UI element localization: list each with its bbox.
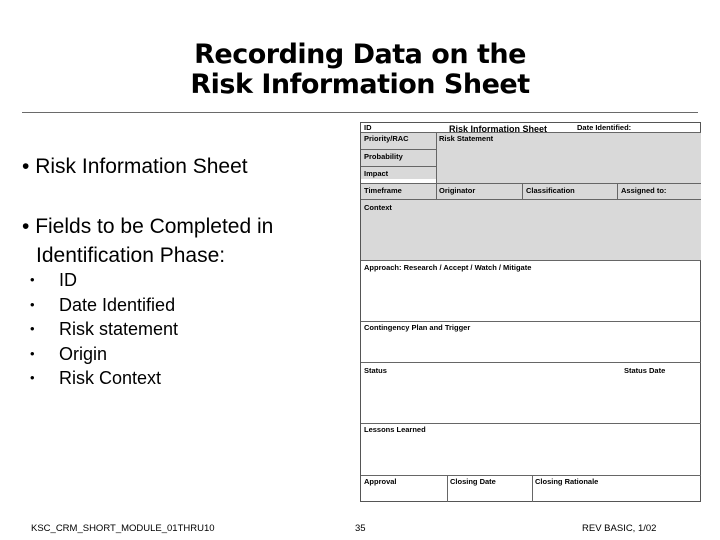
form-sheet-title: Risk Information Sheet (449, 124, 548, 134)
form-probability-label: Probability (364, 152, 403, 161)
form-impact-label: Impact (364, 169, 389, 178)
form-originator-label: Originator (439, 186, 476, 195)
bullet1-text: Risk Information Sheet (35, 155, 248, 178)
form-id-label: ID (364, 123, 372, 132)
slide-title-line2: Risk Information Sheet (190, 69, 530, 100)
identification-fields-list (30, 268, 178, 391)
form-approach-label: Approach: Research / Accept / Watch / Mitigate (364, 263, 532, 272)
risk-information-sheet-form (360, 122, 701, 502)
list-item: • ID (30, 268, 178, 293)
form-closing-date-label: Closing Date (450, 477, 496, 486)
form-risk-statement-label: Risk Statement (439, 134, 494, 143)
list-item: • Risk statement (30, 317, 178, 342)
form-priority-label: Priority/RAC (364, 134, 409, 143)
bullet2-line2: Identification Phase: (36, 244, 226, 267)
bullet-fields-completed: • Fields to be Completed in Identification Phase: (22, 212, 273, 270)
list-item: • Origin (30, 342, 178, 367)
slide-title-line1: Recording Data on the (194, 39, 526, 70)
footer-revision: REV BASIC, 1/02 (582, 523, 657, 534)
list-item: • Risk Context (30, 366, 178, 391)
bullet2-line1: Fields to be Completed in (35, 215, 274, 238)
footer-module-id: KSC_CRM_SHORT_MODULE_01THRU10 (31, 523, 215, 534)
footer-page-number: 35 (355, 523, 366, 534)
form-lessons-learned-label: Lessons Learned (364, 425, 426, 434)
title-divider (22, 112, 698, 113)
form-date-identified: Date Identified: (577, 123, 632, 132)
form-classification-label: Classification (526, 186, 575, 195)
list-item: • Date Identified (30, 293, 178, 318)
form-context-label: Context (364, 203, 392, 212)
form-assigned-to-label: Assigned to: (621, 186, 667, 195)
bullet-risk-information-sheet: • Risk Information Sheet (22, 155, 248, 178)
form-status-label: Status (364, 366, 387, 375)
context-gray (361, 200, 701, 260)
form-timeframe-label: Timeframe (364, 186, 402, 195)
form-closing-rationale-label: Closing Rationale (535, 477, 599, 486)
form-contingency-label: Contingency Plan and Trigger (364, 323, 471, 332)
form-status-date-label: Status Date (624, 366, 666, 375)
form-approval-label: Approval (364, 477, 397, 486)
